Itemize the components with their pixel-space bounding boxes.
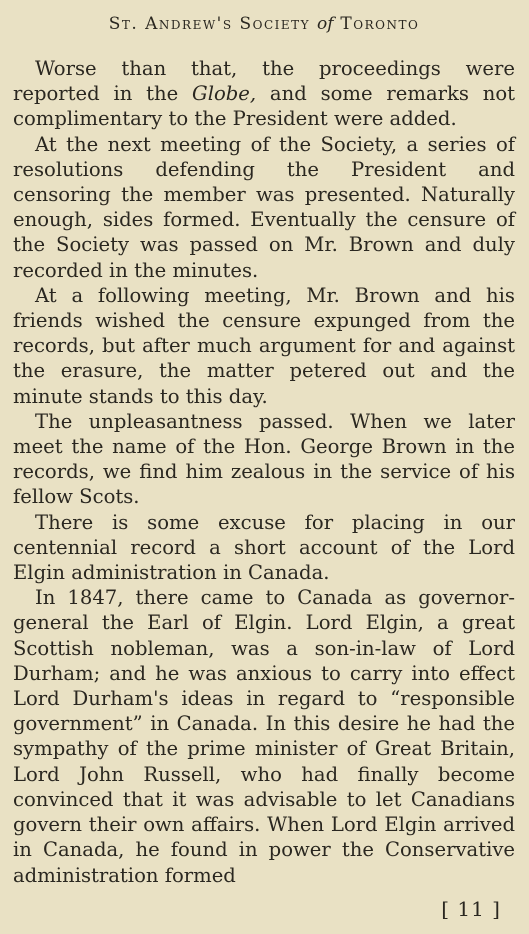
paragraph-2: At the next meeting of the Society, a series of resolutions defending the President and censoring the member was presented. Naturally enough, sides formed. Eventually the censure of the Society was passed on Mr. Brown and duly recorded in the minutes. <box>13 132 515 282</box>
header-title-part1: St. Andrew's Society <box>108 14 311 34</box>
newspaper-name: Globe, <box>192 82 257 106</box>
page-number: [ 11 ] <box>441 897 501 921</box>
header-title-of: of <box>316 14 334 34</box>
paragraph-1-text-a: Worse than that, the proceedings were reported in the <box>13 57 515 106</box>
paragraph-4: The unpleasantness passed. When we later meet the name of the Hon. George Brown in the records, we find him zealous in the service of his fellow Scots. <box>13 409 515 509</box>
running-header <box>13 10 515 38</box>
paragraph-3: At a following meeting, Mr. Brown and his friends wished the censure expunged from the records, but after much argument for and against the erasure, the matter petered out and the minute stands to this day. <box>13 283 515 408</box>
body-text <box>13 56 515 888</box>
paragraph-1-text-b: and some remarks not complimentary to the President were added. <box>13 82 515 131</box>
paragraph-5: There is some excuse for placing in our centennial record a short account of the Lord Elgin administration in Canada. <box>13 510 515 585</box>
header-title-part2: Toronto <box>340 14 420 34</box>
paragraph-6: In 1847, there came to Canada as governor-general the Earl of Elgin. Lord Elgin, a great Scottish nobleman, was a son-in-law of Lord Durham; and he was anxious to carry into effect Lord Durham's ideas in regard to “responsible government” in Canada. In this desire he had the sympathy of the prime minister of Great Britain, Lord John Russell, who had finally become convinced that it was advisable to let Canadians govern their own affairs. When Lord Elgin arrived in Canada, he found in power the Conservative administration formed <box>13 586 515 887</box>
paragraph-1 <box>13 56 515 132</box>
